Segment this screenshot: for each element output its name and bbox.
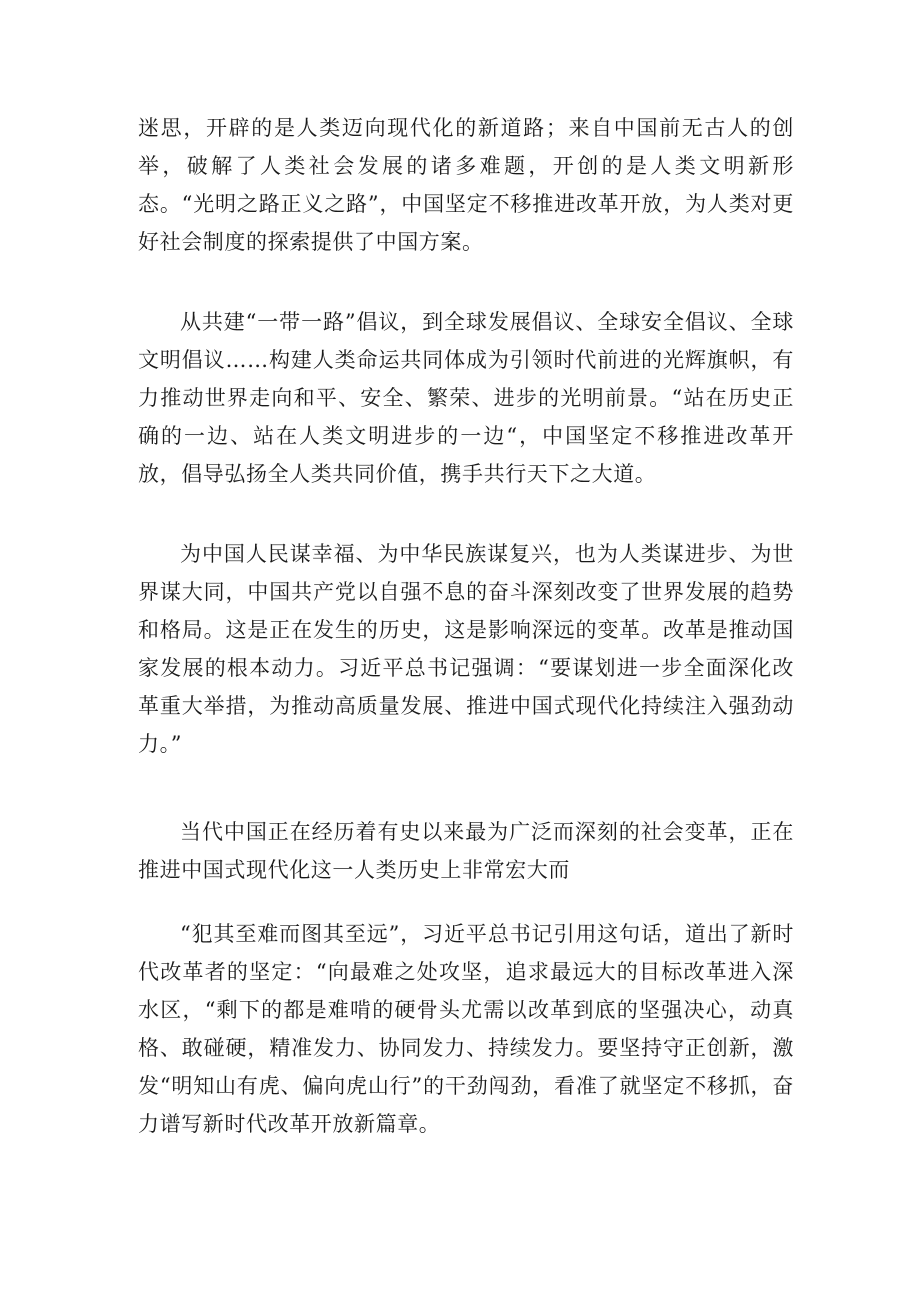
paragraph-1: 迷思，开辟的是人类迈向现代化的新道路；来自中国前无古人的创举，破解了人类社会发展的诸多难题，开创的是人类文明新形态。“光明之路正义之路”，中国坚定不移推进改革开放，为人类对更好社会制度的探索提供了中国方案。	[138, 116, 794, 254]
paragraph-5: “犯其至难而图其至远”，习近平总书记引用这句话，道出了新时代改革者的坚定：“向最难之处攻坚，追求最远大的目标改革进入深水区，“剩下的都是难啃的硬骨头尤需以改革到底的坚强决心，动真格、敢碰硬，精准发力、协同发力、持续发力。要坚持守正创新，激发“明知山有虎、偏向虎山行”的干劲闯劲，看准了就坚定不移抓，奋力谱写新时代改革开放新篇章。	[138, 922, 794, 1136]
paragraph-2: 从共建“一带一路”倡议，到全球发展倡议、全球安全倡议、全球文明倡议……构建人类命运共同体成为引领时代前进的光辉旗帜，有力推动世界走向和平、安全、繁荣、进步的光明前景。“站在历史正确的一边、站在人类文明进步的一边“，中国坚定不移推进改革开放，倡导弘扬全人类共同价值，携手共行天下之大道。	[138, 310, 794, 486]
paragraph-4: 当代中国正在经历着有史以来最为广泛而深刻的社会变革，正在推进中国式现代化这一人类历史上非常宏大而	[138, 820, 794, 882]
paragraph-3: 为中国人民谋幸福、为中华民族谋复兴，也为人类谋进步、为世界谋大同，中国共产党以自强不息的奋斗深刻改变了世界发展的趋势和格局。这是正在发生的历史，这是影响深远的变革。改革是推动国家发展的根本动力。习近平总书记强调：“要谋划进一步全面深化改革重大举措，为推动高质量发展、推进中国式现代化持续注入强劲动力。”	[138, 542, 794, 756]
